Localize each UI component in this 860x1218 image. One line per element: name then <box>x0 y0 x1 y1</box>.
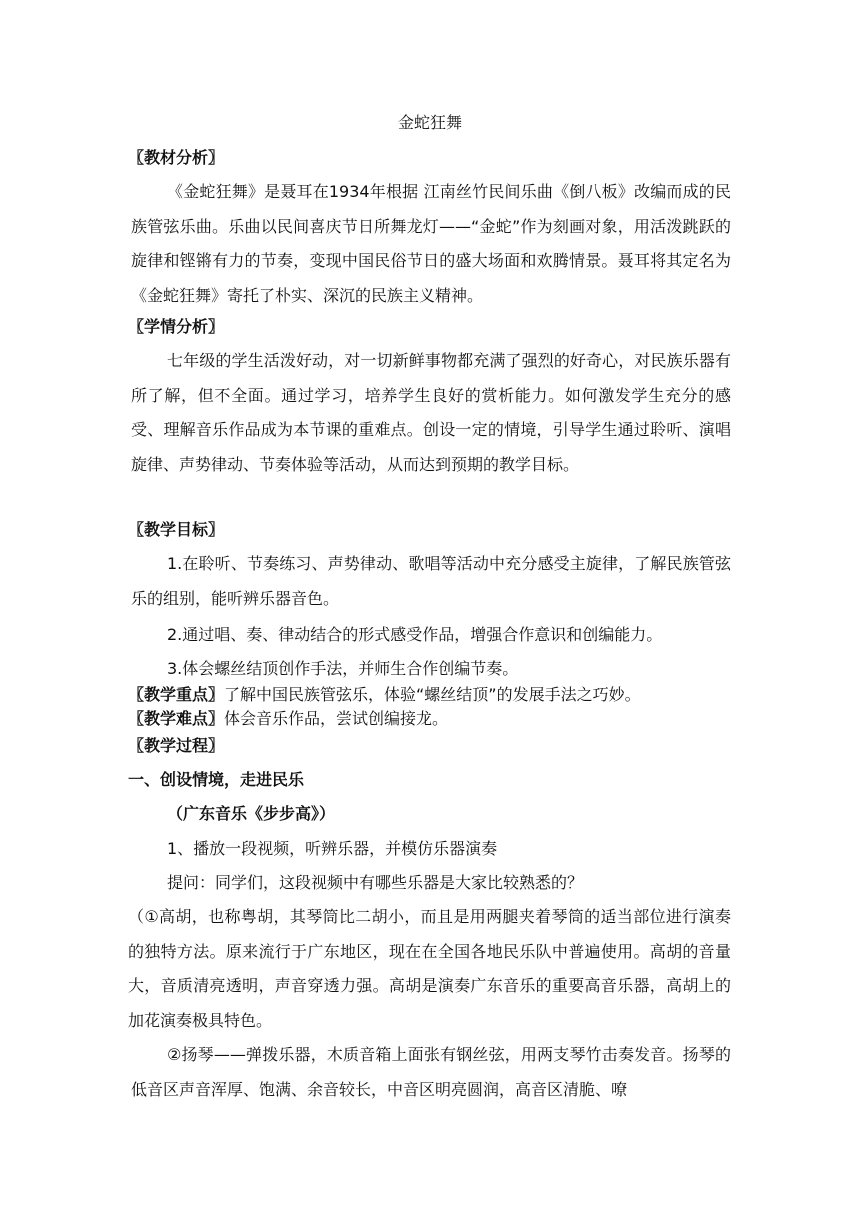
process-heading: 〖教学过程〗 <box>128 736 225 755</box>
key-text: 了解中国民族管弦乐，体验“螺丝结顶”的发展手法之巧妙。 <box>224 685 641 704</box>
difficult-text: 体会音乐作品，尝试创编接龙。 <box>224 709 449 728</box>
answer-yangqin: ②扬琴——弹拨乐器，木质音箱上面张有钢丝弦，用两支琴竹击奏发音。扬琴的低音区声音浑厚、饱满、余音较长，中音区明亮圆润，高音区清脆、嘹 <box>131 1045 731 1099</box>
part-1-heading: 一、创设情境，走进民乐 <box>128 770 305 789</box>
difficult-point-line <box>128 708 448 730</box>
goal-3: 3.体会螺丝结顶创作手法，并师生合作创编节奏。 <box>167 659 519 678</box>
goal-2: 2.通过唱、奏、律动结合的形式感受作品，增强合作意识和创编能力。 <box>167 625 663 644</box>
students-heading: 〖学情分析〗 <box>128 317 225 336</box>
key-point-line <box>128 684 641 706</box>
key-heading: 〖教学重点〗 <box>128 685 225 704</box>
goal-1: 1.在聆听、节奏练习、声势律动、歌唱等活动中充分感受主旋律，了解民族管弦乐的组别，能听辨乐器音色。 <box>131 554 731 608</box>
part-1-subheading: （广东音乐《步步高》） <box>167 804 336 823</box>
step-1: 1、播放一段视频，听辨乐器，并模仿乐器演奏 <box>167 839 498 858</box>
analysis-heading: 〖教材分析〗 <box>128 148 225 167</box>
question-line: 提问：同学们，这段视频中有哪些乐器是大家比较熟悉的？ <box>167 873 584 892</box>
document-title: 金蛇狂舞 <box>397 113 462 132</box>
answer-gaohu: （①高胡，也称粤胡，其琴筒比二胡小，而且是用两腿夹着琴筒的适当部位进行演奏的独特方法。原来流行于广东地区，现在在全国各地民乐队中普遍使用。高胡的音量大，音质清亮透明，声音穿透力强。高胡是演奏广东音乐的重要高音乐器，高胡上的加花演奏极具特色。 <box>128 907 731 1030</box>
students-paragraph: 七年级的学生活泼好动，对一切新鲜事物都充满了强烈的好奇心，对民族乐器有所了解，但不全面。通过学习，培养学生良好的赏析能力。如何激发学生充分的感受、理解音乐作品成为本节课的重难点。创设一定的情境，引导学生通过聆听、演唱旋律、声势律动、节奏体验等活动，从而达到预期的教学目标。 <box>131 351 731 474</box>
difficult-heading: 〖教学难点〗 <box>128 709 225 728</box>
goals-heading: 〖教学目标〗 <box>128 520 225 539</box>
analysis-paragraph: 《金蛇狂舞》是聂耳在1934年根据 江南丝竹民间乐曲《倒八板》改编而成的民族管弦乐曲。乐曲以民间喜庆节日所舞龙灯——“金蛇”作为刻画对象，用活泼跳跃的旋律和铿锵有力的节奏，变现中国民俗节日的盛大场面和欢腾情景。聂耳将其定名为《金蛇狂舞》寄托了朴实、深沉的民族主义精神。 <box>131 182 731 305</box>
